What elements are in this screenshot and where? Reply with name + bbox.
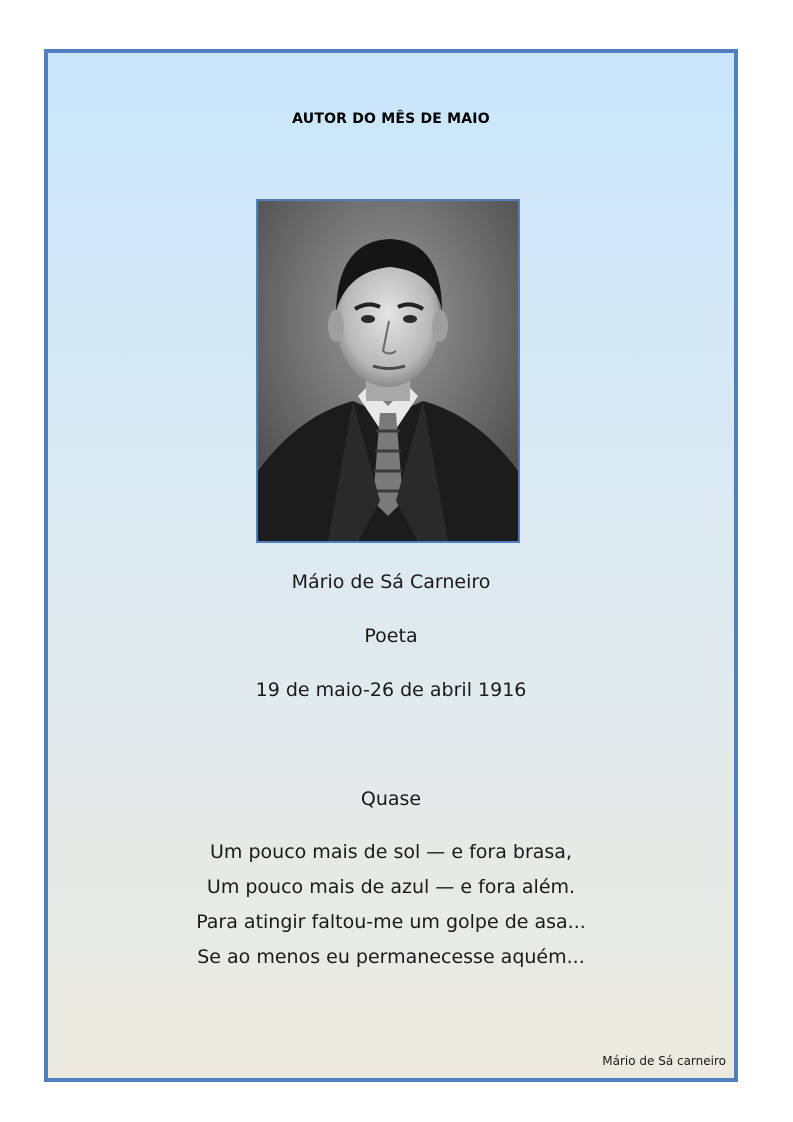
poem-line: Um pouco mais de azul — e fora além.	[206, 876, 576, 898]
poem-body	[48, 835, 734, 975]
author-portrait-photo	[256, 199, 520, 543]
author-name: Mário de Sá Carneiro	[291, 571, 491, 593]
poem-title: Quase	[360, 788, 422, 810]
portrait-illustration	[258, 201, 518, 541]
poem-line: Um pouco mais de sol — e fora brasa,	[210, 841, 572, 863]
author-dates: 19 de maio-26 de abril 1916	[255, 679, 527, 701]
page-frame	[44, 49, 738, 1082]
signature: Mário de Sá carneiro	[602, 1054, 726, 1068]
page-title: AUTOR DO MÊS DE MAIO	[292, 111, 490, 127]
author-role: Poeta	[364, 625, 418, 647]
poem-line: Se ao menos eu permanecesse aquém...	[197, 946, 585, 968]
poem-line: Para atingir faltou-me um golpe de asa...	[196, 911, 586, 933]
